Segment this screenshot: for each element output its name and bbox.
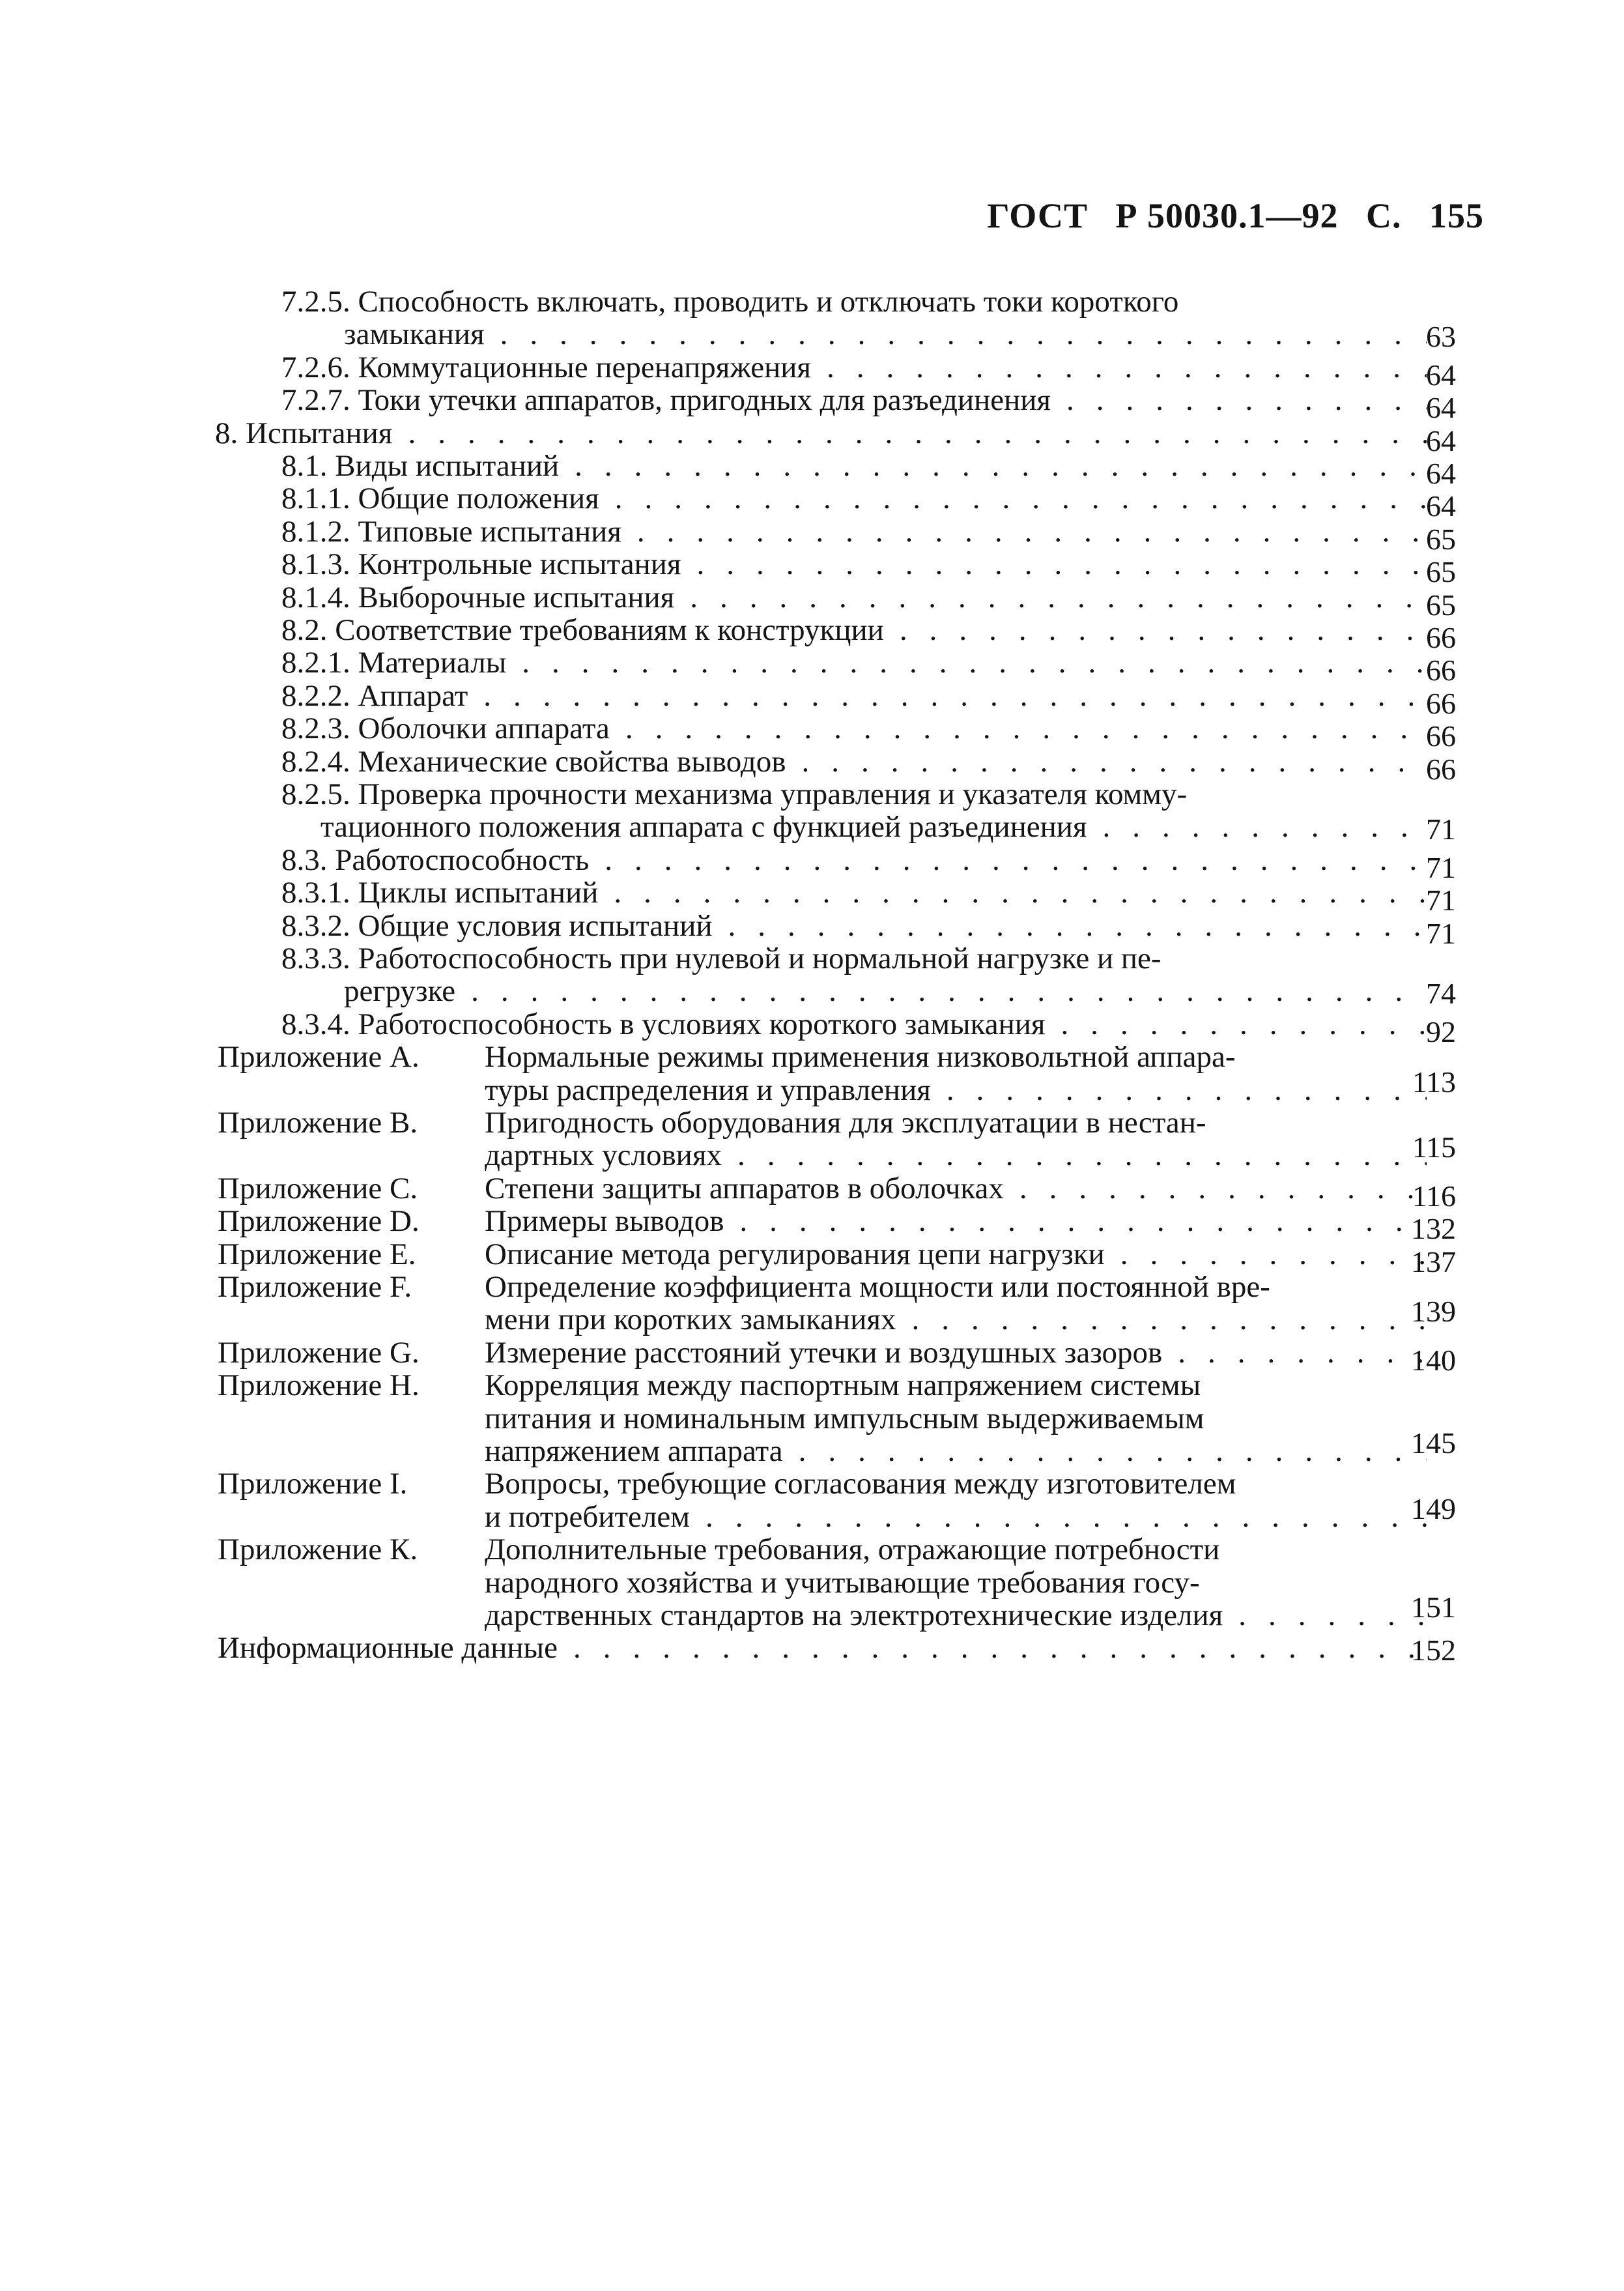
dot-leader — [392, 417, 1427, 450]
dot-leader — [1162, 1336, 1427, 1369]
toc-line-text: тационного положения аппарата с функцией разъединения — [321, 810, 1087, 844]
toc-line-text: 8.3.4. Работоспособность в условиях короткого замыкания — [281, 1007, 1046, 1041]
page-number: 64 — [1426, 457, 1456, 490]
page-number: 113 — [1412, 1065, 1456, 1099]
info-line — [218, 1632, 1427, 1664]
toc-entry-line — [281, 1008, 1427, 1041]
dot-leader — [786, 745, 1427, 778]
dot-leader — [681, 548, 1427, 581]
page-number: 145 — [1411, 1426, 1456, 1460]
dot-leader — [896, 1303, 1427, 1336]
toc-line-text: регрузке — [344, 974, 456, 1009]
appendix-line — [485, 1041, 1236, 1073]
appendix-label: Приложение Е. — [218, 1237, 416, 1271]
appendix-line — [485, 1402, 1204, 1435]
toc-entry-line — [281, 646, 1427, 679]
toc-entry-line — [281, 515, 1427, 548]
toc-line-text: туры распределения и управления — [485, 1073, 931, 1107]
dot-leader — [690, 1501, 1427, 1533]
toc-line-text: Определение коэффициента мощности или постоянной вре- — [485, 1270, 1270, 1304]
toc-line-text: Информационные данные — [218, 1631, 558, 1665]
header-gost: ГОСТ — [987, 196, 1088, 235]
appendix-label: Приложение F. — [218, 1270, 412, 1304]
appendix-line — [485, 1467, 1236, 1500]
toc-line-text: 8.3. Работоспособность — [281, 843, 590, 877]
toc-line-text: 7.2.7. Токи утечки аппаратов, пригодных для разъединения — [281, 383, 1051, 418]
toc-line-text: Описание метода регулирования цепи нагрузки — [485, 1237, 1105, 1271]
toc-line-text: народного хозяйства и учитывающие требования госу- — [485, 1565, 1200, 1600]
page-number: 66 — [1426, 654, 1456, 687]
page-number: 116 — [1412, 1179, 1456, 1213]
page-number: 139 — [1411, 1295, 1456, 1329]
appendix-line — [485, 1501, 1427, 1533]
toc-line-text: 7.2.5. Способность включать, проводить и отключать токи короткого — [281, 285, 1179, 319]
toc-entry-line — [281, 910, 1427, 942]
dot-leader — [724, 1205, 1427, 1237]
appendix-line — [485, 1238, 1427, 1271]
toc-line-text: 8.1. Виды испытаний — [281, 449, 560, 483]
page-number: 71 — [1426, 884, 1456, 917]
page-number: 137 — [1411, 1245, 1456, 1278]
appendix-label: Приложение I. — [218, 1467, 408, 1501]
appendix-line — [485, 1271, 1270, 1303]
toc-entry-line — [344, 318, 1427, 351]
toc-line-text: Вопросы, требующие согласования между изготовителем — [485, 1467, 1236, 1501]
dot-leader — [674, 581, 1427, 614]
page-number: 66 — [1426, 686, 1456, 720]
dot-leader — [599, 482, 1427, 515]
toc-entry-line — [281, 876, 1427, 909]
toc-entry-line — [215, 417, 1427, 450]
header-standard: Р 50030.1—92 — [1115, 196, 1339, 235]
dot-leader — [713, 910, 1427, 942]
dot-leader — [468, 680, 1427, 712]
page-number: 71 — [1426, 813, 1456, 846]
toc-line-text: 7.2.6. Коммутационные перенапряжения — [281, 350, 812, 384]
toc-line-text: 8.1.1. Общие положения — [281, 482, 599, 516]
toc-entry-line — [281, 285, 1178, 318]
toc-line-text: 8.1.3. Контрольные испытания — [281, 547, 681, 582]
toc-line-text: 8.2.3. Оболочки аппарата — [281, 712, 610, 746]
toc-line-text: дарственных стандартов на электротехнические изделия — [485, 1598, 1223, 1632]
page-number: 115 — [1412, 1131, 1456, 1164]
dot-leader — [931, 1074, 1427, 1106]
toc-entry-line — [281, 778, 1187, 811]
appendix-label: Приложение Н. — [218, 1368, 420, 1403]
toc-entry-line — [281, 548, 1427, 581]
appendix-line — [485, 1139, 1427, 1172]
toc-entry-line — [281, 614, 1427, 646]
appendix-label: Приложение А. — [218, 1040, 420, 1074]
page-number: 66 — [1426, 719, 1456, 753]
appendix-label: Приложение D. — [218, 1204, 420, 1239]
toc-line-text: 8. Испытания — [215, 416, 393, 450]
toc-line-text: 8.2.1. Материалы — [281, 646, 507, 680]
page-number: 64 — [1426, 489, 1456, 523]
toc-line-text: Корреляция между паспортным напряжением системы — [485, 1368, 1201, 1403]
appendix-line — [485, 1303, 1427, 1336]
toc-line-text: питания и номинальным импульсным выдерживаемым — [485, 1401, 1204, 1435]
page-number: 64 — [1426, 424, 1456, 457]
dot-leader — [559, 450, 1427, 482]
appendix-line — [485, 1205, 1427, 1237]
toc-entry-line — [281, 680, 1427, 712]
toc-entry-line — [281, 482, 1427, 515]
toc-line-text: Нормальные режимы применения низковольтной аппара- — [485, 1040, 1236, 1074]
appendix-label: Приложение В. — [218, 1106, 418, 1140]
appendix-line — [485, 1533, 1219, 1566]
toc-line-text: 8.2.2. Аппарат — [281, 678, 468, 713]
toc-entry-line — [281, 581, 1427, 614]
dot-leader — [1087, 811, 1427, 843]
toc-entry-line — [321, 811, 1427, 843]
page-number: 65 — [1426, 555, 1456, 589]
page-number: 149 — [1411, 1491, 1456, 1525]
page-number: 151 — [1411, 1591, 1456, 1624]
page-number: 66 — [1426, 621, 1456, 654]
dot-leader — [485, 318, 1427, 351]
page-number: 92 — [1426, 1015, 1456, 1048]
dot-leader — [621, 515, 1427, 548]
toc-entry-line — [281, 450, 1427, 482]
appendix-label: Приложение К. — [218, 1533, 418, 1567]
toc-entry-line — [344, 975, 1427, 1007]
table-of-contents — [0, 285, 1624, 1693]
page-number: 65 — [1426, 522, 1456, 556]
dot-leader — [1105, 1238, 1427, 1271]
page-number: 74 — [1426, 977, 1456, 1011]
toc-line-text: Степени защиты аппаратов в оболочках — [485, 1171, 1004, 1205]
page-number: 63 — [1426, 320, 1456, 354]
page-number: 140 — [1411, 1343, 1456, 1377]
appendix-label: Приложение G. — [218, 1335, 420, 1370]
toc-line-text: Пригодность оборудования для эксплуатации в нестан- — [485, 1106, 1206, 1140]
toc-line-text: 8.1.4. Выборочные испытания — [281, 580, 675, 614]
dot-leader — [783, 1435, 1427, 1467]
toc-entry-line — [281, 844, 1427, 876]
dot-leader — [558, 1632, 1427, 1664]
dot-leader — [884, 614, 1427, 646]
page-number: 132 — [1411, 1212, 1456, 1246]
page-number: 66 — [1426, 752, 1456, 786]
toc-line-text: напряжением аппарата — [485, 1434, 783, 1468]
toc-line-text: Примеры выводов — [485, 1204, 724, 1239]
toc-line-text: замыкания — [344, 317, 485, 352]
page-number: 152 — [1411, 1634, 1456, 1667]
toc-line-text: 8.1.2. Типовые испытания — [281, 514, 621, 549]
page-number: 71 — [1426, 850, 1456, 884]
header-page-label: С. — [1366, 196, 1402, 235]
toc-line-text: мени при коротких замыканиях — [485, 1303, 896, 1337]
appendix-line — [485, 1336, 1427, 1369]
page-header — [987, 195, 1484, 236]
toc-line-text: 8.3.2. Общие условия испытаний — [281, 908, 713, 943]
dot-leader — [1051, 384, 1427, 416]
appendix-line — [485, 1599, 1427, 1632]
toc-entry-line — [281, 712, 1427, 745]
appendix-line — [485, 1074, 1427, 1106]
toc-entry-line — [281, 384, 1427, 416]
toc-line-text: 8.3.3. Работоспособность при нулевой и нормальной нагрузке и пе- — [281, 942, 1161, 975]
dot-leader — [598, 876, 1427, 909]
appendix-label: Приложение С. — [218, 1171, 418, 1205]
dot-leader — [722, 1139, 1427, 1172]
appendix-line — [485, 1435, 1427, 1467]
page-number: 65 — [1426, 588, 1456, 622]
page-number: 64 — [1426, 391, 1456, 425]
appendix-line — [485, 1106, 1206, 1139]
page-number: 71 — [1426, 916, 1456, 950]
toc-line-text: 8.3.1. Циклы испытаний — [281, 876, 599, 910]
toc-line-text: Дополнительные требования, отражающие потребности — [485, 1533, 1220, 1567]
dot-leader — [1046, 1008, 1427, 1041]
dot-leader — [1004, 1172, 1427, 1205]
toc-line-text: 8.2.4. Механические свойства выводов — [281, 744, 786, 779]
toc-entry-line — [281, 351, 1427, 384]
toc-line-text: Измерение расстояний утечки и воздушных зазоров — [485, 1335, 1163, 1370]
toc-line-text: 8.2. Соответствие требованиям к конструкции — [281, 613, 884, 647]
dot-leader — [455, 975, 1427, 1007]
toc-line-text: и потребителем — [485, 1499, 690, 1534]
dot-leader — [610, 712, 1427, 745]
dot-leader — [1223, 1599, 1427, 1632]
toc-entry-line — [281, 942, 1161, 975]
dot-leader — [589, 844, 1427, 876]
dot-leader — [506, 646, 1427, 679]
toc-line-text: дартных условиях — [485, 1138, 722, 1173]
toc-line-text: 8.2.5. Проверка прочности механизма управления и указателя комму- — [281, 777, 1188, 811]
appendix-line — [485, 1172, 1427, 1205]
appendix-line — [485, 1566, 1200, 1599]
header-page-number: 155 — [1429, 196, 1484, 235]
page-number: 64 — [1426, 358, 1456, 392]
toc-entry-line — [281, 745, 1427, 778]
appendix-line — [485, 1369, 1201, 1402]
dot-leader — [811, 351, 1427, 384]
